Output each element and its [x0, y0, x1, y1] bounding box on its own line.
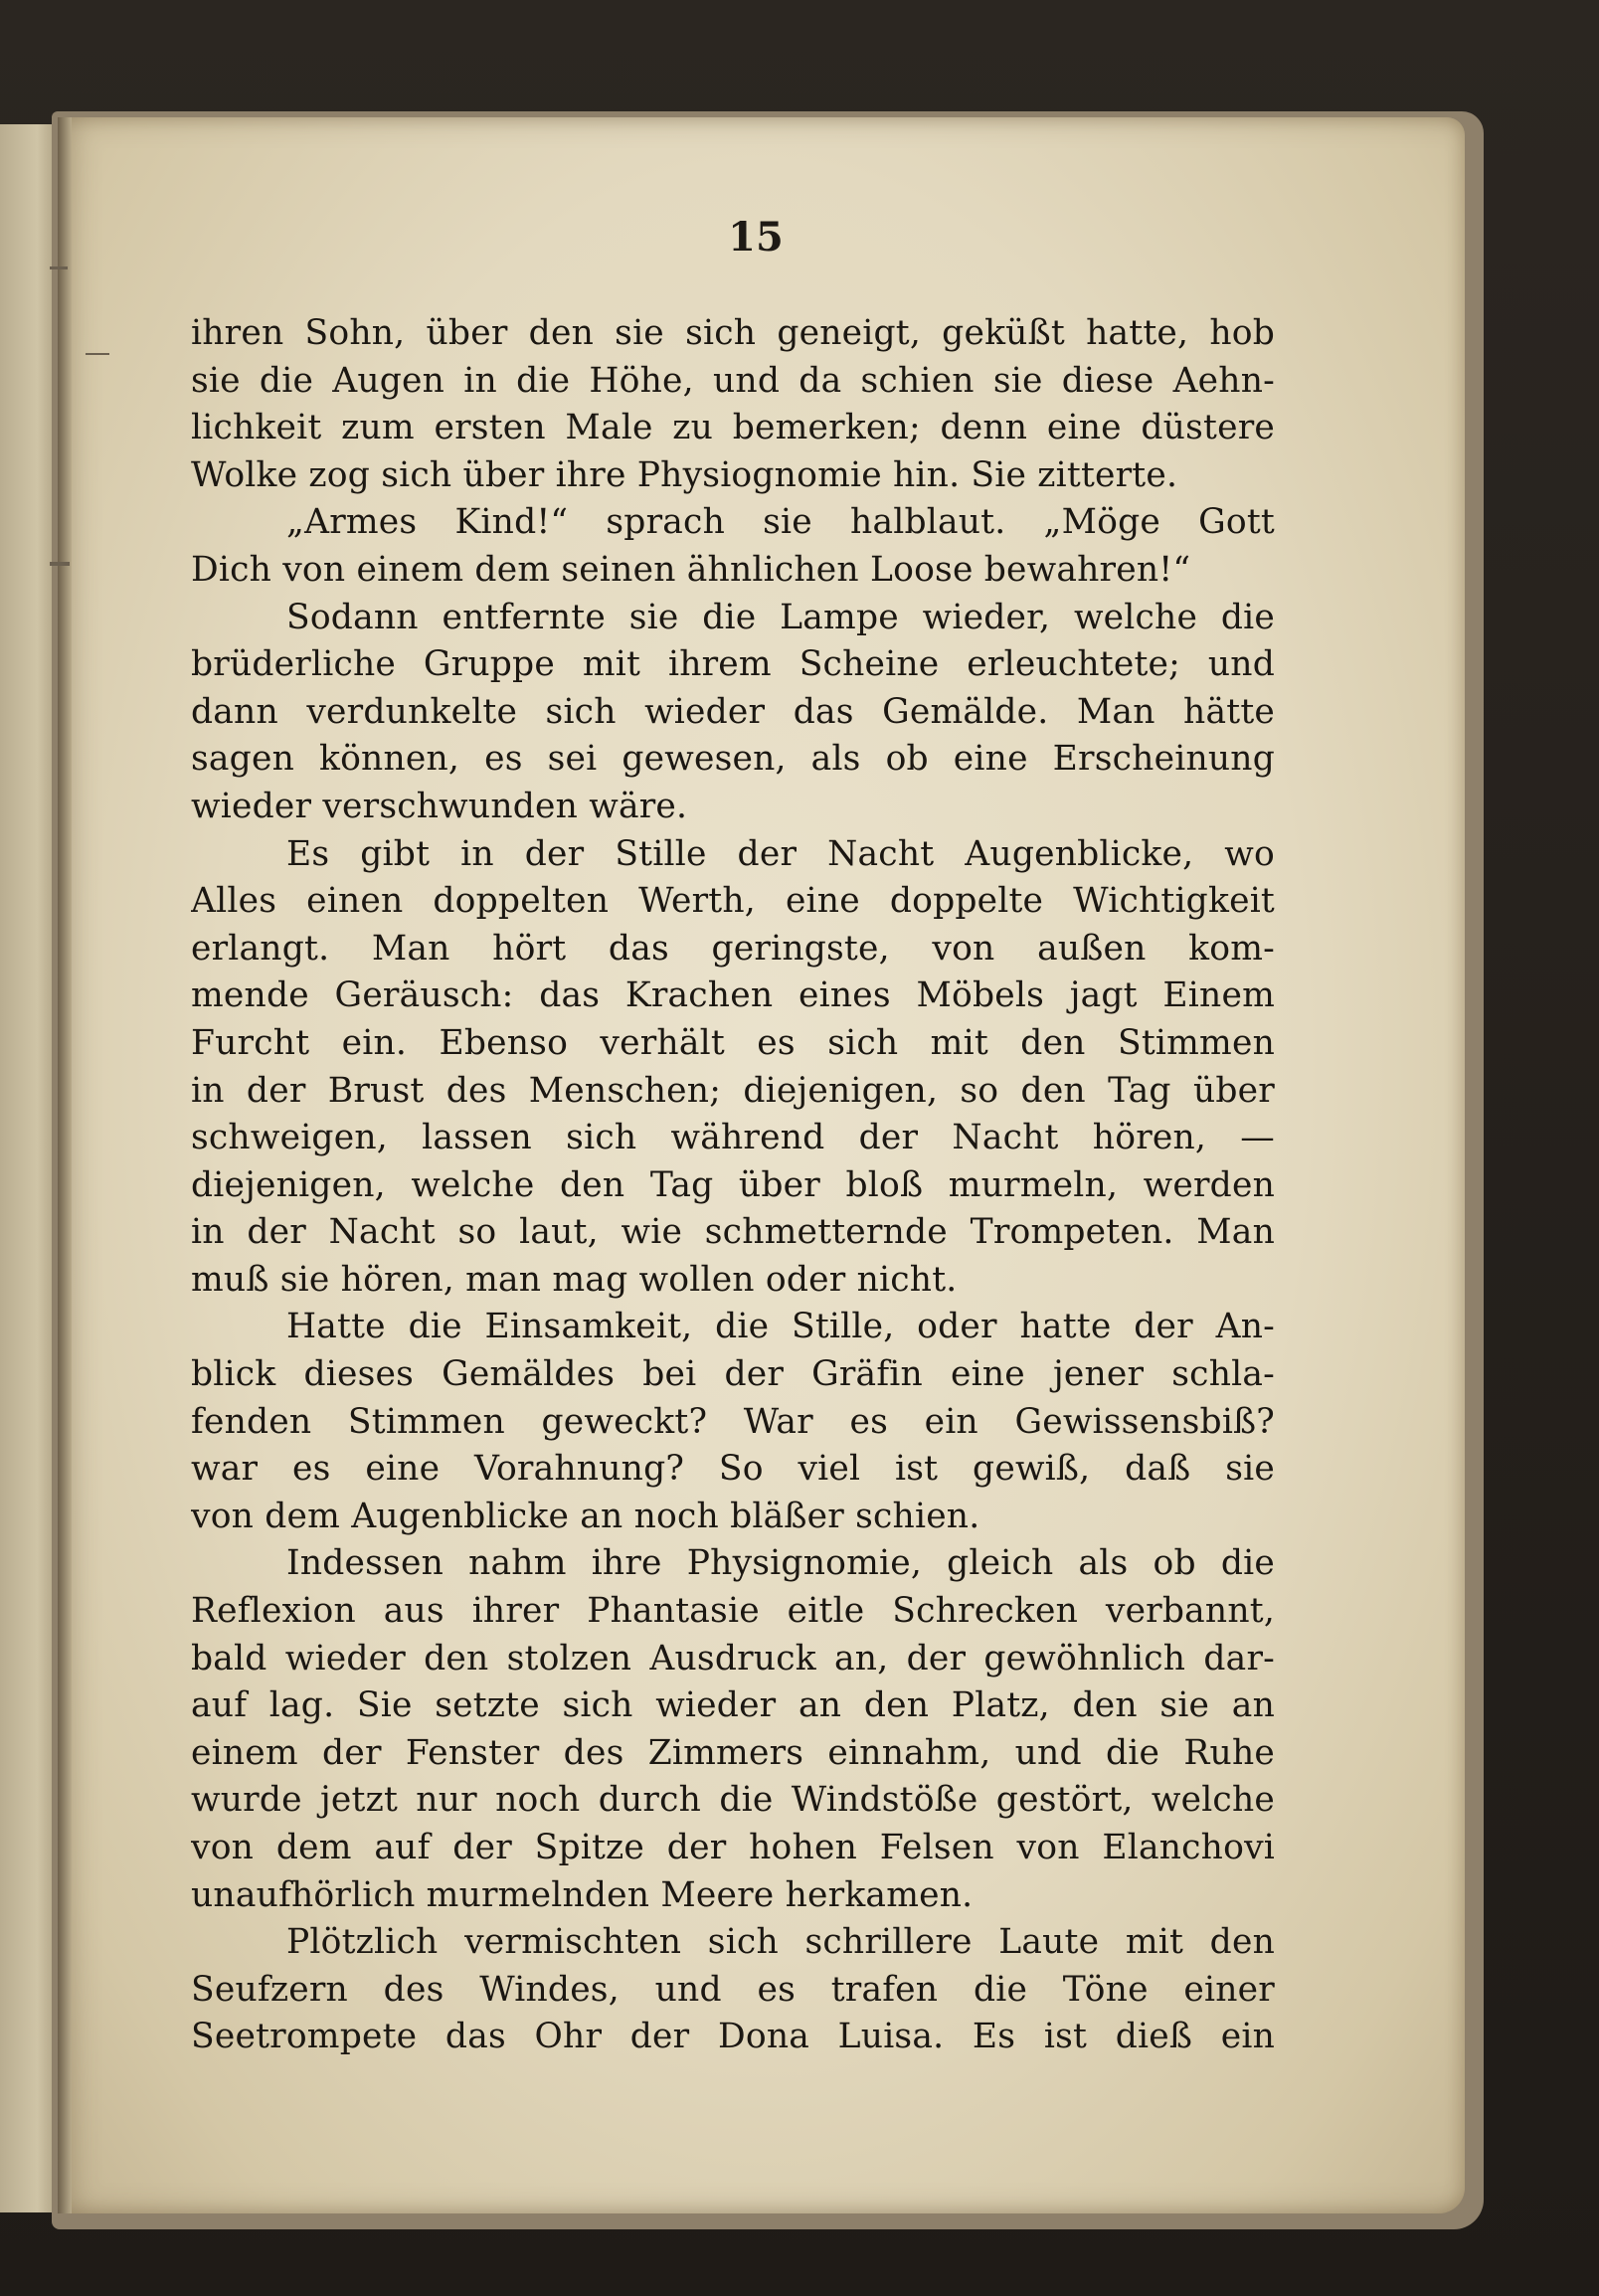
margin-mark [50, 562, 70, 566]
text-line: Es gibt in der Stille der Nacht Augenblicke, wo [286, 833, 1275, 874]
text-line: Sodann entfernte sie die Lampe wieder, welche die [286, 597, 1275, 637]
text-line: dann verdunkelte sich wieder das Gemälde. Man hätte [191, 691, 1275, 732]
body-text [191, 310, 1275, 2061]
text-line: Hatte die Einsamkeit, die Stille, oder hatte der An- [286, 1307, 1275, 1347]
text-line: Furcht ein. Ebenso verhält es sich mit den Stimmen [191, 1022, 1275, 1063]
margin-mark [86, 353, 109, 355]
text-line: „Armes Kind!“ sprach sie halblaut. „Möge Gott [286, 502, 1275, 543]
text-line: wurde jetzt nur noch durch die Windstöße gestört, welche [191, 1780, 1275, 1821]
text-line: muß sie hören, man mag wollen oder nicht. [191, 1259, 958, 1300]
text-line: von dem Augenblicke an noch bläßer schien. [191, 1496, 980, 1536]
text-line: erlangt. Man hört das geringste, von außen kom- [191, 928, 1275, 969]
text-line: Indessen nahm ihre Physignomie, gleich als ob die [286, 1543, 1275, 1584]
text-line: auf lag. Sie setzte sich wieder an den Platz, den sie an [191, 1685, 1275, 1726]
text-line: unaufhörlich murmelnden Meere herkamen. [191, 1874, 974, 1915]
text-line: brüderliche Gruppe mit ihrem Scheine erleuchtete; und [191, 644, 1275, 685]
text-line: wieder verschwunden wäre. [191, 786, 688, 826]
text-line: Seufzern des Windes, und es trafen die Töne einer [191, 1969, 1275, 2010]
text-line: von dem auf der Spitze der hohen Felsen von Elanchovi [191, 1828, 1275, 1867]
text-line: Seetrompete das Ohr der Dona Luisa. Es ist dieß ein [191, 2017, 1275, 2057]
text-line: Plötzlich vermischten sich schrillere Laute mit den [286, 1922, 1275, 1963]
text-line: Alles einen doppelten Werth, eine doppelte Wichtigkeit [191, 881, 1275, 922]
text-line: bald wieder den stolzen Ausdruck an, der gewöhnlich dar- [191, 1638, 1275, 1678]
text-line: in der Brust des Menschen; diejenigen, so den Tag über [191, 1070, 1275, 1111]
text-line: in der Nacht so laut, wie schmetternde Trompeten. Man [191, 1212, 1275, 1253]
text-line: war es eine Vorahnung? So viel ist gewiß, daß sie [191, 1449, 1275, 1490]
margin-mark [50, 266, 68, 269]
book-gutter [58, 117, 72, 2213]
text-line: schweigen, lassen sich während der Nacht hören, — [191, 1118, 1275, 1158]
text-line: Dich von einem dem seinen ähnlichen Loose bewahren!“ [191, 549, 1191, 590]
page-number: 15 [728, 214, 784, 261]
text-line: Reflexion aus ihrer Phantasie eitle Schrecken verbannt, [191, 1591, 1275, 1632]
text-line: einem der Fenster des Zimmers einnahm, und die Ruhe [191, 1732, 1275, 1773]
text-line: Wolke zog sich über ihre Physiognomie hin. Sie zitterte. [191, 454, 1178, 495]
text-line: sie die Augen in die Höhe, und da schien sie diese Aehn- [191, 360, 1275, 401]
text-line: diejenigen, welche den Tag über bloß murmeln, werden [191, 1164, 1275, 1205]
text-line: ihren Sohn, über den sie sich geneigt, geküßt hatte, hob [191, 313, 1275, 353]
text-line: sagen können, es sei gewesen, als ob eine Erscheinung [191, 739, 1275, 780]
text-line: lichkeit zum ersten Male zu bemerken; denn eine düstere [191, 408, 1275, 448]
text-line: mende Geräusch: das Krachen eines Möbels jagt Einem [191, 975, 1275, 1016]
text-line: blick dieses Gemäldes bei der Gräfin eine jener schla- [191, 1354, 1275, 1395]
text-line: fenden Stimmen geweckt? War es ein Gewissensbiß? [191, 1401, 1275, 1442]
